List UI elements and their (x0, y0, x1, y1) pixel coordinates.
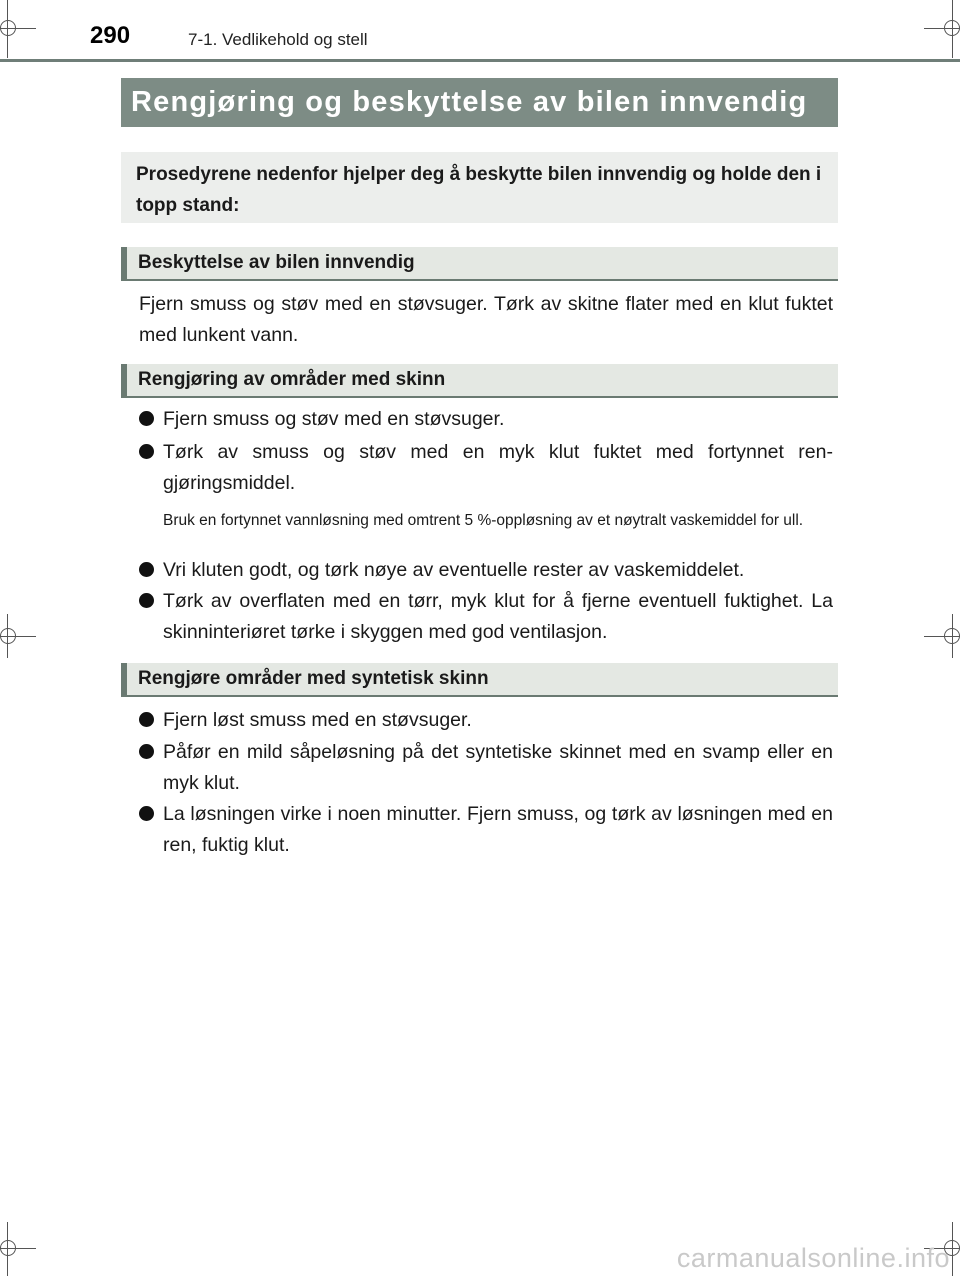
list-item-text: La løsningen virke i noen minutter. Fjern smuss, og tørk av løsningen med en ren, fuktig klut. (163, 803, 833, 856)
list-item (139, 737, 833, 799)
header-rule (0, 59, 960, 62)
bullet-icon (139, 744, 154, 759)
section-heading-label: Beskyttelse av bilen innvendig (138, 252, 415, 273)
list-item (139, 437, 833, 499)
section-protection-text: Fjern smuss og støv med en støvsuger. Tørk av skitne flater med en klut fuktet med lunkent vann. (139, 293, 833, 346)
list-item-text: Tørk av smuss og støv med en myk klut fuktet med fortynnet ren-gjøringsmiddel. (163, 441, 833, 494)
bullet-icon (139, 411, 154, 426)
section-heading-label: Rengjøring av områder med skinn (138, 369, 446, 390)
page-number: 290 (90, 22, 131, 49)
list-item (139, 404, 833, 435)
list-item-text: Tørk av overflaten med en tørr, myk klut for å fjerne eventuell fuktighet. La skinninteriøret tørke i skyggen med god ventilasjon. (163, 590, 833, 643)
section-heading-leather (121, 364, 838, 398)
list-item-text: Påfør en mild såpeløsning på det syntetiske skinnet med en svamp eller en myk klut. (163, 741, 833, 794)
section-heading-synthetic-leather (121, 663, 838, 697)
page-title-bar (121, 78, 838, 127)
bullet-icon (139, 593, 154, 608)
intro-box: Prosedyrene nedenfor hjelper deg å beskytte bilen innvendig og holde den i topp stand: (121, 152, 838, 223)
list-item (139, 705, 833, 736)
section-label: 7-1. Vedlikehold og stell (188, 30, 368, 49)
list-item (139, 586, 833, 648)
bullet-icon (139, 562, 154, 577)
page-title: Rengjøring og beskyttelse av bilen innvendig (131, 86, 808, 118)
section-heading-label: Rengjøre områder med syntetisk skinn (138, 668, 489, 689)
leather-note: Bruk en fortynnet vannløsning med omtrent 5 %-oppløsning av et nøytralt vaskemiddel for ull. (163, 512, 804, 529)
list-item (139, 555, 833, 586)
bullet-icon (139, 444, 154, 459)
section-heading-protection (121, 247, 838, 281)
bullet-icon (139, 806, 154, 821)
bullet-icon (139, 712, 154, 727)
list-item (139, 799, 833, 861)
watermark: carmanualsonline.info (676, 1243, 950, 1273)
list-item-text: Fjern smuss og støv med en støvsuger. (163, 408, 505, 430)
list-item-text: Fjern løst smuss med en støvsuger. (163, 709, 472, 731)
list-item-text: Vri kluten godt, og tørk nøye av eventuelle rester av vaskemiddelet. (163, 559, 745, 581)
